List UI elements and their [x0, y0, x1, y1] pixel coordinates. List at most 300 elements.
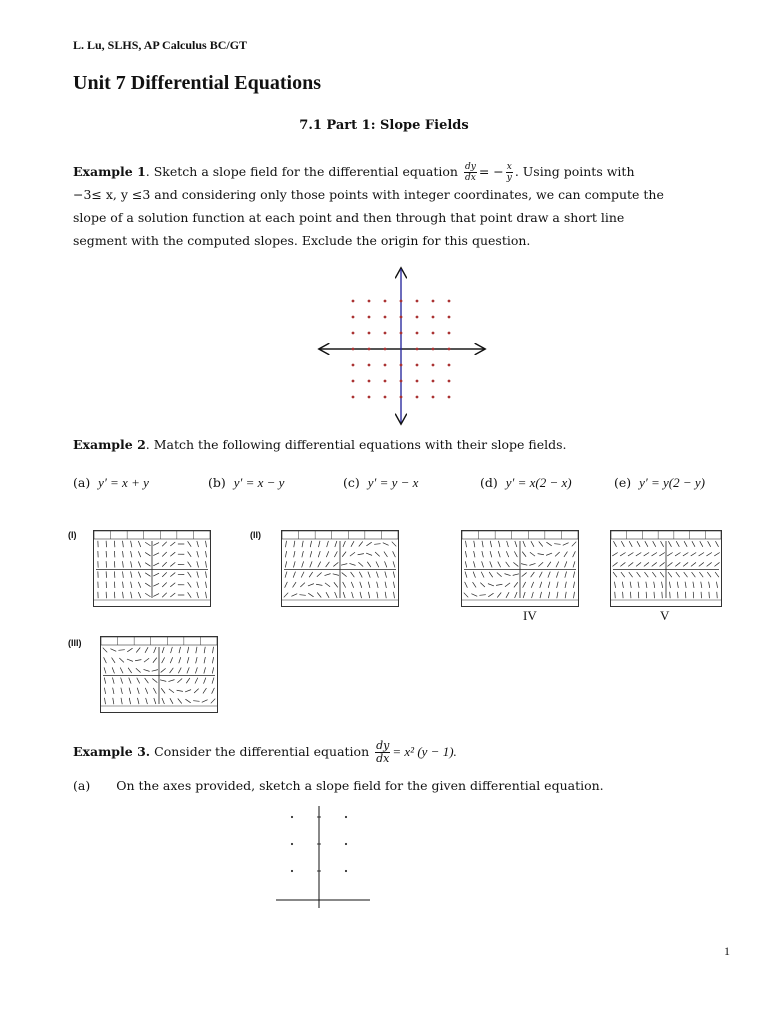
slope-segment: [104, 657, 107, 663]
field-label-iii: (III): [68, 638, 82, 648]
slope-segment: [565, 592, 566, 598]
example-1-dot-grid: [316, 265, 488, 427]
slope-segment: [636, 562, 641, 566]
slope-segment: [613, 541, 616, 547]
slope-segment: [112, 658, 115, 663]
grid-dot: [448, 316, 451, 319]
slope-segment: [114, 592, 115, 598]
grid-dot: [432, 348, 435, 351]
slope-segment: [565, 561, 567, 567]
slope-segment: [556, 572, 558, 578]
slope-segment: [573, 551, 576, 557]
slope-segment: [350, 552, 355, 556]
slope-segment: [326, 551, 328, 557]
slope-segment: [676, 541, 679, 547]
slope-segment: [104, 677, 105, 683]
slope-segment: [532, 592, 534, 598]
slope-segment: [170, 583, 175, 587]
slope-segment: [613, 572, 617, 577]
option-c: (c) y′ = y − x: [343, 475, 419, 490]
slope-segment: [628, 562, 633, 566]
slope-segment: [701, 592, 702, 598]
slope-segment: [334, 551, 337, 557]
slope-segment: [170, 657, 172, 663]
slope-segment: [498, 562, 501, 568]
slope-segment: [146, 698, 148, 704]
grid-dot: [352, 380, 355, 383]
slope-segment: [385, 582, 386, 588]
grid-dot: [416, 332, 419, 335]
slope-segment: [178, 668, 181, 674]
slope-field-iii: [100, 636, 218, 713]
slope-segment: [153, 594, 159, 597]
grid-dot: [432, 396, 435, 399]
slope-field-i: [93, 530, 211, 607]
slope-segment: [212, 667, 213, 673]
slope-segment: [662, 592, 663, 598]
slope-segment: [197, 541, 199, 547]
x-over-y-fraction: $\frac{x}{y}$: [506, 162, 512, 183]
slope-segment: [310, 561, 312, 567]
slope-segment: [668, 572, 672, 577]
slope-segment: [523, 592, 525, 598]
grid-dot: [448, 396, 451, 399]
slope-segment: [120, 668, 123, 674]
slope-segment: [638, 582, 639, 588]
slope-segment: [341, 564, 347, 566]
slope-segment: [700, 541, 703, 547]
slope-segment: [692, 541, 695, 547]
grid-dot: [368, 364, 371, 367]
slope-segment: [699, 572, 703, 577]
slope-segment: [555, 552, 560, 556]
slope-segment: [131, 571, 132, 577]
slope-segment: [145, 583, 150, 587]
grid-dot: [352, 364, 355, 367]
slope-segment: [179, 657, 181, 663]
grid-dot: [291, 843, 293, 845]
slope-segment: [540, 592, 542, 598]
slope-segment: [104, 667, 106, 673]
slope-segment: [612, 562, 617, 566]
slope-segment: [531, 572, 535, 577]
slope-segment: [684, 572, 688, 577]
slope-segment: [479, 595, 485, 596]
slope-segment: [393, 571, 394, 577]
slope-segment: [143, 669, 149, 671]
example-2-label: Example 2: [73, 437, 146, 452]
slope-segment: [630, 582, 631, 588]
slope-segment: [118, 650, 124, 651]
slope-segment: [670, 592, 671, 598]
slope-segment: [393, 582, 394, 588]
slope-segment: [302, 551, 303, 557]
slope-segment: [375, 552, 380, 556]
slope-segment: [138, 592, 140, 598]
slope-segment: [539, 541, 543, 546]
slope-segment: [204, 657, 205, 663]
slope-segment: [162, 593, 167, 597]
grid-dot: [416, 316, 419, 319]
slope-segment: [652, 572, 656, 577]
slope-segment: [197, 582, 199, 588]
slope-segment: [385, 572, 387, 578]
slope-segment: [318, 551, 320, 557]
slope-segment: [285, 551, 286, 557]
slope-segment: [153, 543, 159, 546]
slope-segment: [522, 573, 527, 577]
slope-segment: [630, 592, 631, 598]
slope-segment: [709, 582, 710, 588]
slope-segment: [473, 572, 475, 578]
slope-segment: [138, 582, 140, 588]
slope-segment: [383, 543, 389, 546]
slope-segment: [114, 561, 115, 567]
slope-segment: [293, 561, 295, 567]
slope-segment: [170, 593, 175, 597]
slope-segment: [206, 571, 207, 577]
slope-segment: [359, 572, 362, 578]
slope-segment: [112, 678, 114, 684]
slope-segment: [707, 562, 712, 566]
grid-dot: [400, 316, 403, 319]
section-title: 7.1 Part 1: Slope Fields: [299, 118, 469, 133]
grid-dot: [432, 316, 435, 319]
document-header: L. Lu, SLHS, AP Calculus BC/GT: [73, 38, 248, 52]
slope-segment: [620, 562, 625, 566]
slope-segment: [127, 659, 133, 661]
slope-segment: [310, 541, 311, 547]
slope-segment: [123, 561, 124, 567]
slope-segment: [170, 698, 173, 704]
example-3-text: Example 3. Consider the differential equation $\frac{dy}{dx}$ = x² (y − 1).: [73, 739, 457, 765]
slope-segment: [498, 541, 500, 547]
slope-segment: [621, 541, 624, 547]
slope-segment: [152, 670, 158, 672]
slope-segment: [317, 572, 322, 576]
slope-segment: [482, 551, 483, 557]
slope-segment: [327, 541, 329, 547]
slope-segment: [668, 541, 671, 547]
slope-segment: [368, 572, 370, 578]
slope-segment: [144, 658, 149, 662]
slope-segment: [652, 562, 657, 566]
example-3-label: Example 3.: [73, 744, 151, 759]
slope-segment: [530, 552, 535, 556]
slope-segment: [629, 572, 633, 577]
slope-segment: [212, 678, 214, 684]
slope-segment: [548, 572, 550, 578]
slope-segment: [660, 572, 664, 577]
slope-segment: [212, 688, 215, 694]
slope-segment: [637, 541, 640, 547]
slope-segment: [206, 541, 207, 547]
option-a: (a) y′ = x + y: [73, 475, 149, 490]
slope-segment: [488, 584, 494, 586]
slope-segment: [162, 542, 167, 546]
example-3-part-a: (a) On the axes provided, sketch a slope field for the given differential equation.: [73, 778, 604, 793]
option-e: (e) y′ = y(2 − y): [614, 475, 705, 490]
slope-segment: [206, 551, 207, 557]
slope-segment: [285, 582, 288, 588]
slope-segment: [465, 572, 467, 578]
slope-segment: [505, 583, 510, 587]
slope-segment: [197, 561, 199, 567]
slope-segment: [646, 592, 647, 598]
grid-dot: [400, 332, 403, 335]
dy-dx-fraction: $\frac{dy}{dx}$: [464, 162, 476, 183]
slope-segment: [135, 660, 141, 661]
slope-segment: [701, 582, 702, 588]
slope-segment: [179, 647, 181, 653]
slope-segment: [572, 542, 576, 547]
slope-segment: [715, 541, 718, 547]
slope-segment: [653, 541, 656, 547]
slope-segment: [123, 592, 124, 598]
slope-segment: [212, 657, 213, 663]
slope-segment: [129, 698, 130, 704]
slope-segment: [136, 647, 140, 652]
slope-segment: [326, 592, 329, 598]
slope-segment: [620, 552, 625, 555]
grid-dot: [368, 396, 371, 399]
example-3-axes: [272, 802, 372, 912]
slope-segment: [131, 582, 132, 588]
slope-segment: [675, 552, 680, 555]
slope-segment: [490, 551, 492, 557]
grid-dot: [352, 300, 355, 303]
slope-segment: [513, 574, 519, 576]
field-label-v: V: [660, 608, 670, 623]
slope-segment: [129, 678, 131, 684]
slope-segment: [185, 699, 190, 703]
slope-segment: [168, 680, 174, 682]
slope-segment: [574, 592, 575, 598]
slope-segment: [197, 572, 199, 578]
slope-segment: [138, 572, 140, 578]
slope-segment: [523, 582, 526, 588]
slope-segment: [699, 552, 704, 555]
slope-segment: [540, 582, 542, 588]
slope-segment: [170, 668, 174, 673]
grid-dot: [384, 364, 387, 367]
grid-dot: [345, 843, 347, 845]
slope-segment: [351, 572, 355, 577]
slope-segment: [316, 584, 322, 585]
slope-segment: [515, 541, 517, 547]
slope-segment: [654, 582, 655, 588]
slope-segment: [293, 582, 296, 587]
slope-segment: [343, 582, 346, 588]
slope-segment: [170, 573, 175, 577]
slope-segment: [621, 572, 625, 577]
slope-segment: [629, 541, 632, 547]
slope-field-ii: [281, 530, 399, 607]
slope-segment: [351, 582, 353, 588]
slope-segment: [285, 572, 287, 578]
slope-segment: [202, 700, 208, 703]
slope-segment: [153, 563, 159, 566]
slope-segment: [294, 551, 295, 557]
slope-segment: [565, 572, 567, 578]
slope-segment: [474, 541, 475, 547]
slope-segment: [114, 541, 115, 547]
slope-segment: [573, 582, 574, 588]
slope-segment: [636, 552, 641, 555]
grid-dot: [432, 364, 435, 367]
slope-segment: [187, 667, 189, 673]
field-label-iv: IV: [523, 608, 537, 623]
slope-segment: [384, 552, 387, 557]
slope-segment: [145, 552, 150, 556]
slope-segment: [137, 698, 139, 704]
slope-segment: [546, 553, 552, 555]
slope-segment: [160, 680, 166, 682]
slope-segment: [691, 552, 696, 555]
slope-segment: [548, 592, 549, 598]
slope-segment: [465, 551, 466, 557]
slope-segment: [628, 552, 633, 555]
slope-segment: [193, 701, 199, 702]
slope-segment: [614, 582, 615, 588]
slope-segment: [206, 592, 207, 598]
slope-segment: [699, 562, 704, 566]
grid-dot: [368, 348, 371, 351]
example-2-text: Example 2. Match the following differential equations with their slope fields.: [73, 437, 567, 452]
slope-segment: [706, 552, 711, 555]
slope-segment: [669, 582, 670, 588]
slope-segment: [301, 572, 304, 578]
slope-segment: [393, 551, 396, 557]
slope-segment: [343, 541, 345, 547]
slope-segment: [324, 574, 330, 576]
grid-dot: [291, 816, 293, 818]
slope-segment: [114, 551, 115, 557]
slope-segment: [145, 563, 150, 567]
slope-segment: [188, 552, 192, 557]
slope-segment: [335, 592, 337, 598]
slope-segment: [644, 572, 648, 577]
slope-segment: [138, 551, 140, 557]
slope-segment: [185, 690, 191, 692]
slope-segment: [377, 592, 378, 598]
slope-segment: [197, 592, 199, 598]
slope-segment: [154, 647, 156, 653]
slope-segment: [662, 582, 663, 588]
slope-segment: [466, 541, 467, 547]
slope-segment: [204, 647, 205, 653]
slope-segment: [333, 574, 339, 576]
slope-segment: [342, 573, 347, 577]
example-1-label: Example 1: [73, 164, 146, 179]
grid-dot: [352, 396, 355, 399]
slope-segment: [359, 541, 363, 546]
slope-segment: [506, 592, 509, 598]
slope-segment: [654, 592, 655, 598]
slope-segment: [717, 592, 718, 598]
slope-segment: [177, 678, 182, 682]
slope-segment: [351, 541, 354, 547]
slope-segment: [385, 592, 386, 598]
slope-segment: [153, 573, 159, 576]
slope-segment: [683, 552, 688, 555]
slope-segment: [131, 551, 132, 557]
slope-segment: [293, 572, 295, 578]
slope-segment: [206, 561, 207, 567]
slope-segment: [715, 572, 719, 577]
page-title: Unit 7 Differential Equations: [73, 72, 321, 94]
slope-segment: [299, 595, 305, 596]
slope-segment: [482, 541, 483, 547]
slope-segment: [514, 551, 517, 557]
slope-segment: [684, 541, 687, 547]
slope-segment: [162, 552, 167, 556]
option-b: (b) y′ = x − y: [208, 475, 285, 490]
slope-segment: [360, 592, 362, 598]
slope-segment: [661, 541, 664, 547]
slope-segment: [318, 562, 321, 568]
slope-segment: [310, 551, 312, 557]
slope-segment: [667, 552, 672, 555]
grid-dot: [352, 348, 355, 351]
slope-segment: [188, 592, 192, 597]
slope-segment: [187, 657, 189, 663]
slope-segment: [471, 594, 477, 597]
slope-segment: [464, 593, 468, 598]
slope-segment: [334, 582, 338, 587]
slope-segment: [186, 678, 190, 683]
slope-segment: [317, 592, 321, 597]
slope-segment: [153, 658, 157, 663]
slope-segment: [145, 688, 147, 694]
slope-segment: [637, 572, 641, 577]
slope-segment: [366, 542, 371, 546]
slope-segment: [121, 688, 122, 694]
slope-segment: [204, 667, 206, 673]
grid-dot: [345, 816, 347, 818]
slope-segment: [473, 582, 476, 587]
slope-segment: [506, 551, 508, 557]
grid-dot: [345, 870, 347, 872]
slope-segment: [548, 582, 550, 588]
slope-segment: [367, 562, 371, 567]
slope-segment: [177, 690, 183, 691]
slope-segment: [556, 562, 559, 568]
grid-dot: [416, 300, 419, 303]
slope-segment: [465, 582, 468, 588]
slope-segment: [131, 561, 132, 567]
grid-dot: [416, 364, 419, 367]
slope-segment: [565, 582, 566, 588]
slope-segment: [145, 647, 148, 653]
slope-segment: [645, 541, 648, 547]
slope-segment: [368, 582, 370, 588]
dy-dx-fraction-3: $\frac{dy}{dx}$: [376, 739, 390, 765]
slope-segment: [488, 593, 493, 597]
slope-segment: [211, 699, 215, 704]
grid-dot: [291, 870, 293, 872]
grid-dot: [384, 348, 387, 351]
slope-segment: [195, 667, 197, 673]
grid-dot: [448, 348, 451, 351]
slope-segment: [392, 542, 396, 547]
slope-segment: [646, 582, 647, 588]
slope-segment: [538, 554, 544, 555]
slope-segment: [123, 582, 124, 588]
slope-segment: [531, 582, 533, 588]
slope-segment: [358, 562, 363, 566]
slope-segment: [714, 562, 719, 566]
